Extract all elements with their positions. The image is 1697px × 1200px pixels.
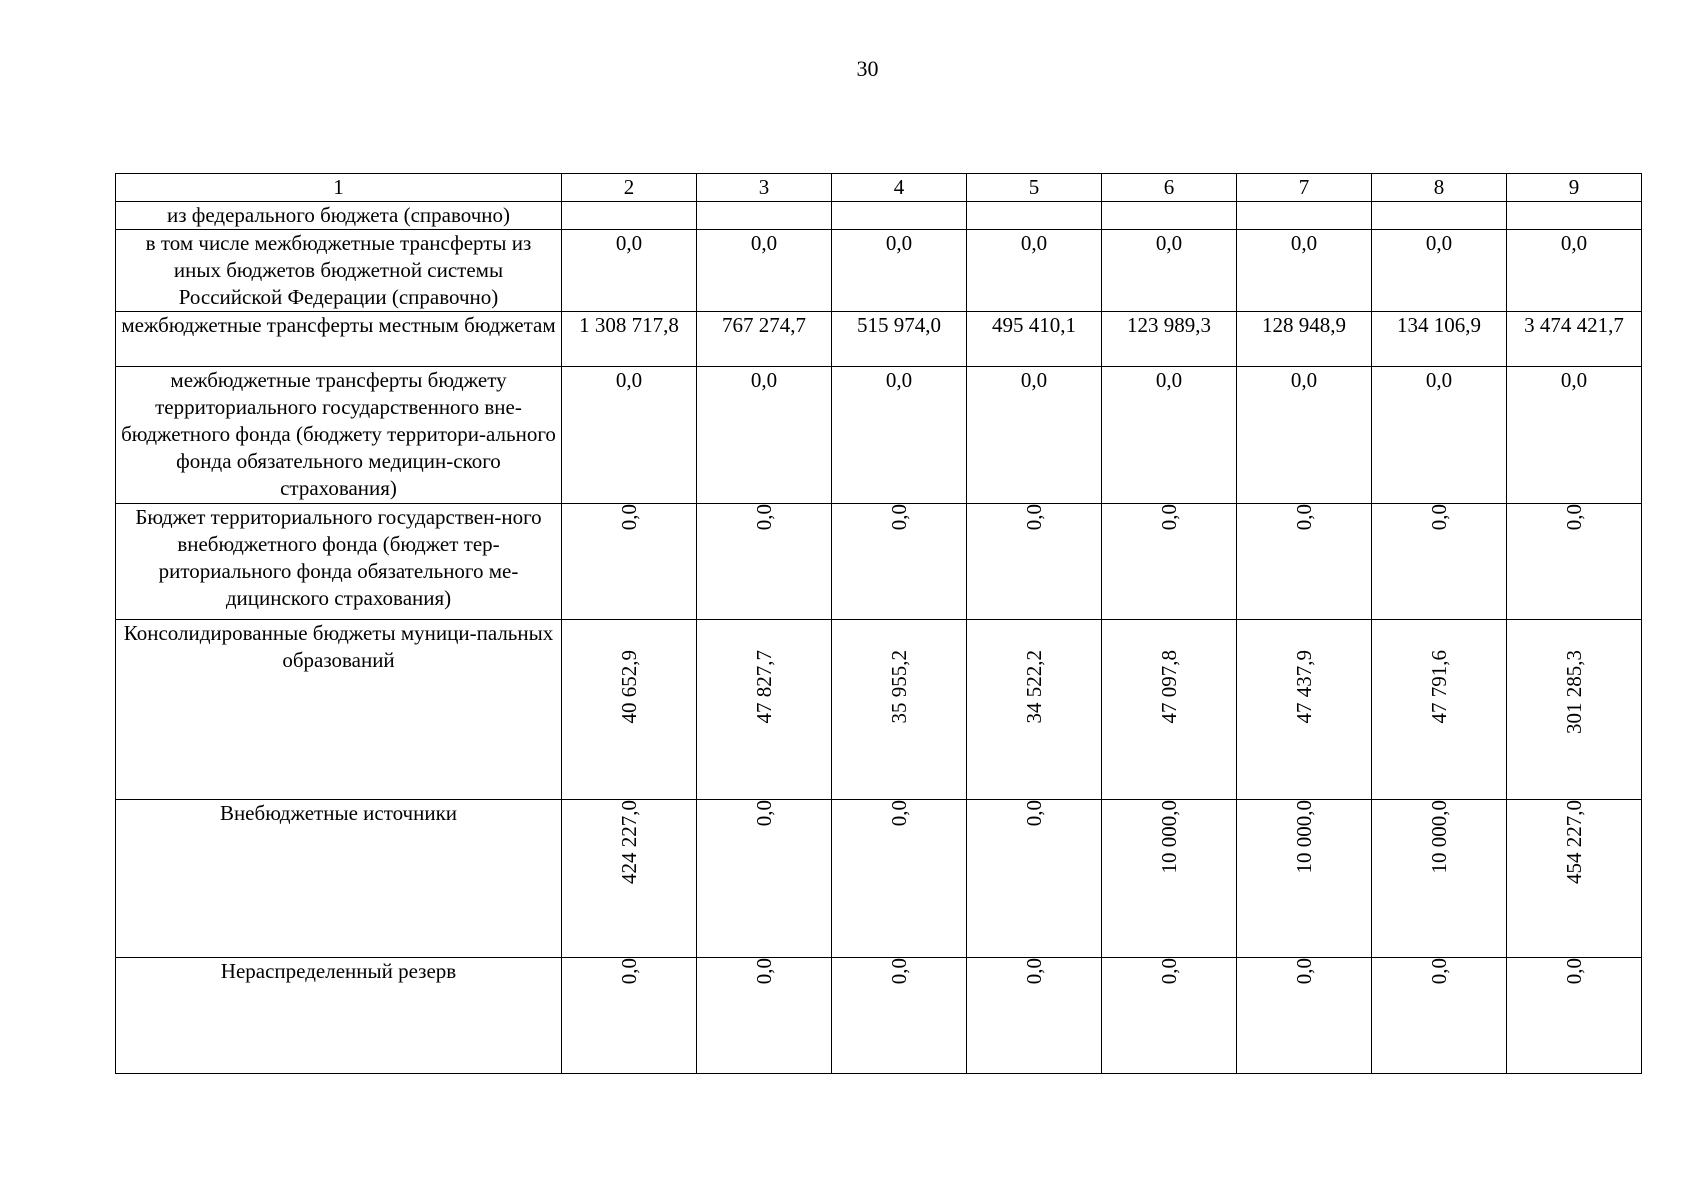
value-cell: 495 410,1 <box>967 312 1102 367</box>
value-cell <box>562 800 697 958</box>
value-cell: 0,0 <box>1237 230 1372 312</box>
value-cell: 0,0 <box>1372 230 1507 312</box>
value-text: 0,0 <box>617 504 641 531</box>
table-header-row <box>116 174 1642 202</box>
value-text: 47 437,9 <box>1292 650 1316 724</box>
value-cell: 767 274,7 <box>697 312 832 367</box>
value-text: 0,0 <box>1427 504 1451 531</box>
value-cell: 0,0 <box>967 367 1102 504</box>
value-cell <box>562 620 697 800</box>
table-row <box>116 202 1642 230</box>
row-label: Внебюджетные источники <box>116 800 562 958</box>
value-text: 10 000,0 <box>1427 800 1451 874</box>
table-row <box>116 504 1642 620</box>
value-text: 0,0 <box>1157 958 1181 985</box>
value-cell: 0,0 <box>1102 230 1237 312</box>
header-cell: 5 <box>967 174 1102 202</box>
value-text: 0,0 <box>617 958 641 985</box>
value-text: 0,0 <box>1292 504 1316 531</box>
value-cell <box>1237 620 1372 800</box>
value-text: 0,0 <box>1022 504 1046 531</box>
value-cell <box>1102 202 1237 230</box>
row-label: межбюджетные трансферты бюджету территориального государственного вне-бюджетного фонда (бюджету территори-ального фонда обязательного медицин-ского страхования) <box>116 367 562 504</box>
value-cell <box>1507 620 1642 800</box>
value-text: 0,0 <box>1427 958 1451 985</box>
value-cell: 0,0 <box>1102 367 1237 504</box>
value-cell: 515 974,0 <box>832 312 967 367</box>
row-label: из федерального бюджета (справочно) <box>116 202 562 230</box>
value-cell <box>562 958 697 1074</box>
value-cell <box>1102 504 1237 620</box>
value-cell <box>1372 800 1507 958</box>
value-text: 47 097,8 <box>1157 650 1181 724</box>
value-cell <box>832 504 967 620</box>
value-text: 454 227,0 <box>1562 800 1586 884</box>
value-cell <box>1372 958 1507 1074</box>
header-cell: 2 <box>562 174 697 202</box>
value-cell <box>1372 202 1507 230</box>
value-cell: 0,0 <box>562 230 697 312</box>
row-label: Нераспределенный резерв <box>116 958 562 1074</box>
value-text: 0,0 <box>1022 958 1046 985</box>
value-text: 47 791,6 <box>1427 650 1451 724</box>
value-text: 0,0 <box>752 800 776 827</box>
value-cell <box>1237 504 1372 620</box>
value-cell <box>697 800 832 958</box>
table-row <box>116 367 1642 504</box>
header-cell: 6 <box>1102 174 1237 202</box>
value-text: 0,0 <box>1157 504 1181 531</box>
value-cell: 0,0 <box>967 230 1102 312</box>
value-cell: 128 948,9 <box>1237 312 1372 367</box>
value-cell <box>697 202 832 230</box>
value-cell <box>967 800 1102 958</box>
row-label: Консолидированные бюджеты муници-пальных образований <box>116 620 562 800</box>
value-cell <box>1237 202 1372 230</box>
value-text: 0,0 <box>887 800 911 827</box>
value-cell: 0,0 <box>697 230 832 312</box>
value-text: 0,0 <box>887 504 911 531</box>
header-cell: 4 <box>832 174 967 202</box>
value-cell: 0,0 <box>1372 367 1507 504</box>
table-row <box>116 230 1642 312</box>
budget-table <box>115 173 1642 1074</box>
value-text: 40 652,9 <box>617 650 641 724</box>
row-label: межбюджетные трансферты местным бюджетам <box>116 312 562 367</box>
value-text: 34 522,2 <box>1022 650 1046 724</box>
value-cell <box>1102 620 1237 800</box>
header-cell: 9 <box>1507 174 1642 202</box>
value-text: 0,0 <box>1292 958 1316 985</box>
row-label: в том числе межбюджетные трансферты из иных бюджетов бюджетной системы Российской Федерации (справочно) <box>116 230 562 312</box>
value-text: 0,0 <box>1562 958 1586 985</box>
value-cell <box>1102 800 1237 958</box>
value-cell <box>832 800 967 958</box>
value-cell: 123 989,3 <box>1102 312 1237 367</box>
table-row <box>116 312 1642 367</box>
value-cell: 134 106,9 <box>1372 312 1507 367</box>
value-cell <box>562 202 697 230</box>
header-cell: 8 <box>1372 174 1507 202</box>
value-cell <box>967 202 1102 230</box>
value-text: 35 955,2 <box>887 650 911 724</box>
value-cell <box>697 504 832 620</box>
value-text: 10 000,0 <box>1292 800 1316 874</box>
header-cell: 3 <box>697 174 832 202</box>
value-cell: 0,0 <box>1507 230 1642 312</box>
value-cell: 0,0 <box>1237 367 1372 504</box>
value-cell: 1 308 717,8 <box>562 312 697 367</box>
value-cell <box>1507 504 1642 620</box>
table-row <box>116 800 1642 958</box>
value-text: 0,0 <box>752 958 776 985</box>
value-cell <box>697 958 832 1074</box>
value-cell <box>832 620 967 800</box>
value-cell <box>967 620 1102 800</box>
value-text: 0,0 <box>752 504 776 531</box>
value-cell <box>1507 800 1642 958</box>
value-text: 301 285,3 <box>1562 650 1586 734</box>
value-cell <box>697 620 832 800</box>
value-cell <box>967 504 1102 620</box>
value-cell: 0,0 <box>697 367 832 504</box>
value-cell <box>967 958 1102 1074</box>
value-text: 10 000,0 <box>1157 800 1181 874</box>
value-text: 424 227,0 <box>617 800 641 884</box>
value-cell <box>1372 504 1507 620</box>
table-row <box>116 620 1642 800</box>
page-number: 30 <box>856 56 879 81</box>
value-cell: 3 474 421,7 <box>1507 312 1642 367</box>
header-cell: 7 <box>1237 174 1372 202</box>
value-cell <box>1372 620 1507 800</box>
value-cell <box>1237 958 1372 1074</box>
value-cell <box>1102 958 1237 1074</box>
value-cell <box>832 202 967 230</box>
row-label: Бюджет территориального государствен-ного внебюджетного фонда (бюджет тер-риториального фонда обязательного ме-дицинского страхования) <box>116 504 562 620</box>
value-cell <box>832 958 967 1074</box>
value-text: 0,0 <box>1562 504 1586 531</box>
value-cell: 0,0 <box>832 367 967 504</box>
value-cell <box>1507 202 1642 230</box>
value-cell: 0,0 <box>832 230 967 312</box>
value-text: 0,0 <box>1022 800 1046 827</box>
value-cell: 0,0 <box>1507 367 1642 504</box>
header-cell: 1 <box>116 174 562 202</box>
value-cell <box>1237 800 1372 958</box>
value-cell <box>1507 958 1642 1074</box>
value-cell: 0,0 <box>562 367 697 504</box>
value-text: 47 827,7 <box>752 650 776 724</box>
table-row <box>116 958 1642 1074</box>
value-text: 0,0 <box>887 958 911 985</box>
value-cell <box>562 504 697 620</box>
